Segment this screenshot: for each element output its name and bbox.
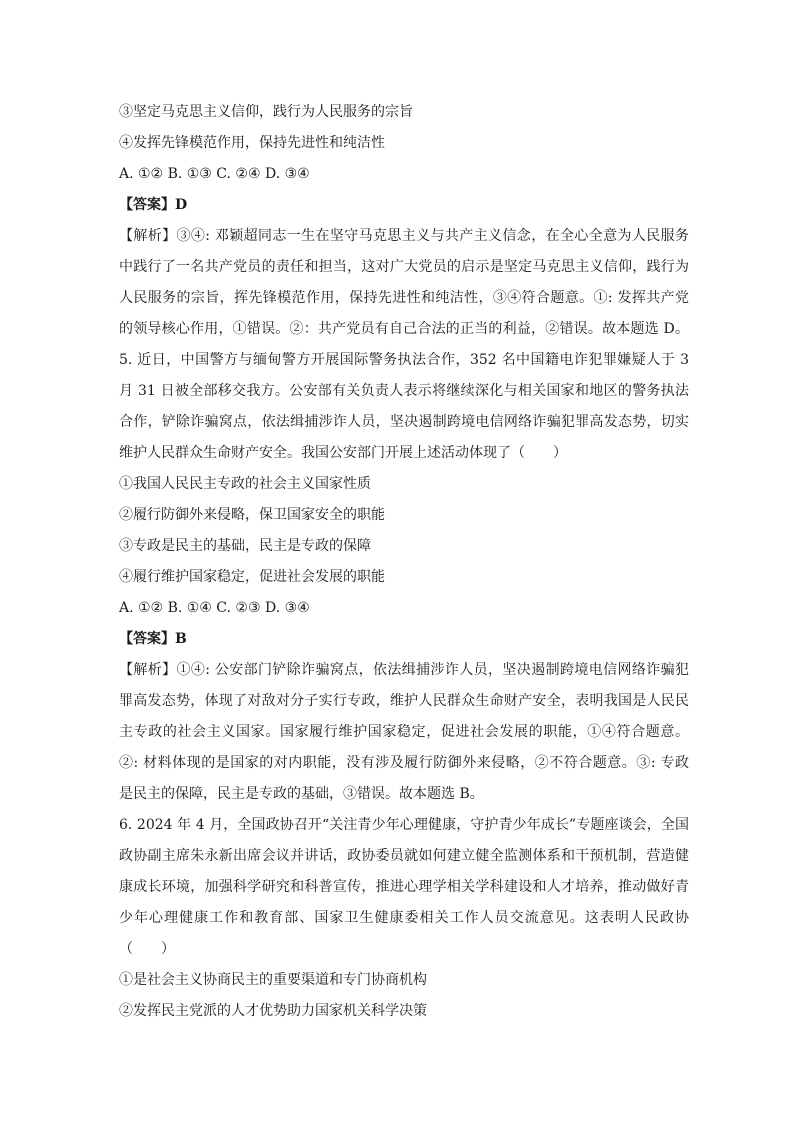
option-1: ①是社会主义协商民主的重要渠道和专门协商机构 bbox=[119, 972, 427, 988]
answer-label: 【答案】D bbox=[119, 197, 188, 213]
explanation-line: 主专政的社会主义国家。国家履行维护国家稳定，促进社会发展的职能，①④符合题意。 bbox=[119, 724, 689, 740]
explanation-line: 的领导核心作用，①错误。②：共产党员有自己合法的正当的利益，②错误。故本题选 D。 bbox=[119, 321, 689, 337]
option-2: ②发挥民主党派的人才优势助力国家机关科学决策 bbox=[119, 1003, 427, 1019]
explanation-line: 人民服务的宗旨，挥先锋模范作用，保持先进性和纯洁性，③④符合题意。①: 发挥共产党 bbox=[119, 290, 689, 306]
answer-choices: A. ①② B. ①④ C. ②③ D. ③④ bbox=[119, 600, 310, 616]
question-stem: 政协副主席朱永新出席会议并讲话，政协委员就如何建立健全监测体系和干预机制，营造健 bbox=[119, 848, 689, 864]
question-stem: 合作，铲除诈骗窝点，依法缉捕涉诈人员，坚决遏制跨境电信网络诈骗犯罪高发态势，切实 bbox=[119, 414, 689, 430]
explanation-line: 【解析】③④: 邓颖超同志一生在坚守马克思主义与共产主义信念，在全心全意为人民服务 bbox=[119, 228, 689, 244]
option-3: ③坚定马克思主义信仰，践行为人民服务的宗旨 bbox=[119, 104, 413, 120]
question-stem: （ ） bbox=[119, 941, 175, 957]
answer-choices: A. ①② B. ①③ C. ②④ D. ③④ bbox=[119, 166, 310, 182]
option-3: ③专政是民主的基础，民主是专政的保障 bbox=[119, 538, 371, 554]
option-4: ④履行维护国家稳定，促进社会发展的职能 bbox=[119, 569, 385, 585]
question-stem: 6. 2024 年 4 月，全国政协召开“关注青少年心理健康，守护青少年成长”专题座谈会，全国 bbox=[119, 817, 689, 833]
answer-label: 【答案】B bbox=[119, 631, 187, 647]
option-2: ②履行防御外来侵略，保卫国家安全的职能 bbox=[119, 507, 385, 523]
question-stem: 少年心理健康工作和教育部、国家卫生健康委相关工作人员交流意见。这表明人民政协 bbox=[119, 910, 689, 926]
explanation-line: 是民主的保障，民主是专政的基础，③错误。故本题选 B。 bbox=[119, 786, 484, 802]
option-1: ①我国人民民主专政的社会主义国家性质 bbox=[119, 476, 371, 492]
question-stem: 月 31 日被全部移交我方。公安部有关负责人表示将继续深化与相关国家和地区的警务执法 bbox=[119, 383, 689, 399]
question-stem: 康成长环境，加强科学研究和科普宣传，推进心理学相关学科建设和人才培养，推动做好青 bbox=[119, 879, 689, 895]
explanation-line: ②: 材料体现的是国家的对内职能，没有涉及履行防御外来侵略，②不符合题意。③: 专政 bbox=[119, 755, 689, 771]
explanation-line: 罪高发态势，体现了对敌对分子实行专政，维护人民群众生命财产安全，表明我国是人民民 bbox=[119, 693, 689, 709]
option-4: ④发挥先锋模范作用，保持先进性和纯洁性 bbox=[119, 135, 385, 151]
explanation-line: 中践行了一名共产党员的责任和担当，这对广大党员的启示是坚定马克思主义信仰，践行为 bbox=[119, 259, 689, 275]
question-stem: 维护人民群众生命财产安全。我国公安部门开展上述活动体现了（ ） bbox=[119, 445, 567, 461]
explanation-line: 【解析】①④: 公安部门铲除诈骗窝点，依法缉捕涉诈人员，坚决遏制跨境电信网络诈骗犯 bbox=[119, 662, 689, 678]
question-stem: 5. 近日，中国警方与缅甸警方开展国际警务执法合作，352 名中国籍电诈犯罪嫌疑人于 3 bbox=[119, 352, 689, 368]
